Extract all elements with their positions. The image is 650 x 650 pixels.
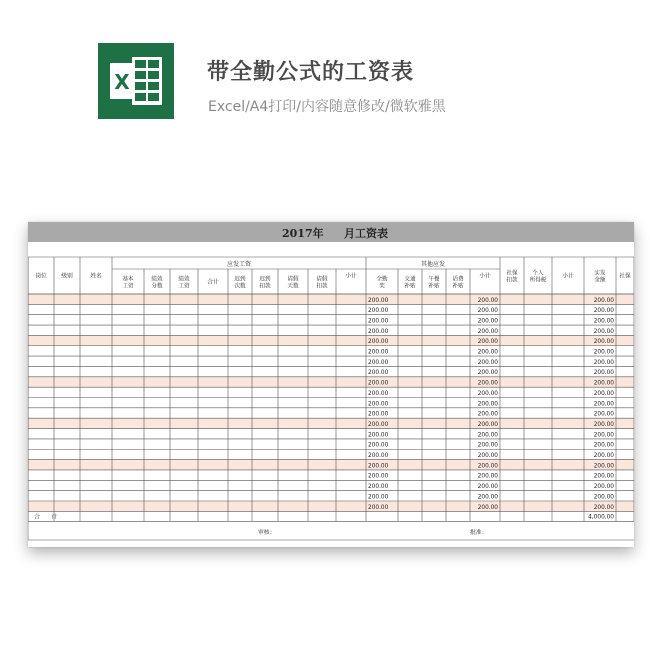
- cell-sub2: 200.00: [477, 359, 498, 366]
- cell-sub2: 200.00: [477, 297, 498, 304]
- row-stripe: [28, 377, 634, 387]
- column-header-level: 级别: [61, 273, 73, 280]
- cell-sub2: 200.00: [477, 473, 498, 480]
- column-header-sub2: 小计: [479, 273, 491, 280]
- column-header-late_deduct: 迟到: [259, 276, 271, 283]
- cell-net: 200.00: [593, 442, 614, 449]
- cell-sub2: 200.00: [477, 442, 498, 449]
- column-header-leave_deduct-line2: 扣款: [316, 283, 328, 290]
- row-stripe: [28, 294, 634, 304]
- cell-net: 200.00: [593, 463, 614, 470]
- column-header-post: 岗位: [35, 273, 47, 280]
- cell-attendance: 200.00: [368, 359, 389, 366]
- cell-sub2: 200.00: [477, 370, 498, 377]
- column-header-tax: 个人: [532, 270, 544, 277]
- cell-sub2: 200.00: [477, 421, 498, 428]
- salary-table: [28, 222, 634, 547]
- cell-sub2: 200.00: [477, 463, 498, 470]
- column-header-attendance-line2: 奖: [379, 283, 385, 290]
- cell-net: 200.00: [593, 453, 614, 459]
- salary-sheet: [28, 222, 634, 547]
- excel-logo-icon: [98, 43, 174, 119]
- column-header-phone-line2: 补贴: [452, 283, 464, 290]
- cell-sub2: 200.00: [477, 484, 498, 491]
- cell-net: 200.00: [593, 318, 614, 325]
- column-header-base-line2: 工资: [122, 283, 134, 290]
- column-header-social: 社保: [506, 270, 518, 277]
- cell-attendance: 200.00: [368, 453, 389, 459]
- cell-net: 200.00: [593, 370, 614, 377]
- column-header-leave_deduct: 请假: [316, 276, 328, 283]
- cell-attendance: 200.00: [368, 442, 389, 449]
- column-header-transport: 交通: [404, 276, 416, 283]
- cell-attendance: 200.00: [368, 421, 389, 428]
- cell-attendance: 200.00: [368, 494, 389, 501]
- cell-attendance: 200.00: [368, 308, 389, 315]
- column-header-net: 实发: [594, 270, 606, 277]
- column-header-perf_score-line2: 分数: [151, 283, 163, 290]
- column-header-social2: 社保: [619, 273, 631, 280]
- footer-review: 审核：: [258, 530, 276, 536]
- total-net: 4,000.00: [588, 514, 614, 521]
- cell-net: 200.00: [593, 328, 614, 335]
- cell-net: 200.00: [593, 401, 614, 408]
- cell-sub2: 200.00: [477, 411, 498, 418]
- cell-sub2: 200.00: [477, 401, 498, 408]
- cell-attendance: 200.00: [368, 328, 389, 335]
- cell-net: 200.00: [593, 473, 614, 480]
- page-subtitle: Excel/A4打印/内容随意修改/微软雅黑: [208, 99, 446, 115]
- page-title: 带全勤公式的工资表: [207, 60, 415, 85]
- footer-approve: 批准：: [470, 530, 488, 536]
- cell-net: 200.00: [593, 494, 614, 501]
- cell-attendance: 200.00: [368, 504, 389, 511]
- cell-sub2: 200.00: [477, 308, 498, 315]
- cell-attendance: 200.00: [368, 473, 389, 480]
- cell-sub2: 200.00: [477, 349, 498, 356]
- row-stripe: [28, 501, 634, 511]
- excel-logo-letter: X: [114, 70, 130, 94]
- cell-sub2: 200.00: [477, 339, 498, 346]
- cell-sub2: 200.00: [477, 494, 498, 501]
- cell-sub2: 200.00: [477, 380, 498, 387]
- cell-net: 200.00: [593, 432, 614, 439]
- cell-net: 200.00: [593, 390, 614, 397]
- cell-attendance: 200.00: [368, 370, 389, 377]
- cell-attendance: 200.00: [368, 411, 389, 418]
- cell-attendance: 200.00: [368, 390, 389, 397]
- cell-sub2: 200.00: [477, 328, 498, 335]
- cell-net: 200.00: [593, 308, 614, 315]
- column-header-sum1: 合计: [207, 279, 219, 286]
- group-header-other: 其他应发: [420, 261, 446, 268]
- column-header-meal: 午餐: [428, 276, 440, 283]
- cell-attendance: 200.00: [368, 349, 389, 356]
- column-header-late_deduct-line2: 扣款: [259, 283, 271, 290]
- cell-net: 200.00: [593, 504, 614, 511]
- column-header-late_count: 迟到: [234, 276, 246, 283]
- column-header-meal-line2: 补贴: [428, 283, 440, 290]
- cell-net: 200.00: [593, 380, 614, 387]
- column-header-sub3: 小计: [562, 273, 574, 280]
- cell-attendance: 200.00: [368, 318, 389, 325]
- cell-sub2: 200.00: [477, 390, 498, 397]
- column-header-phone: 话费: [452, 276, 464, 283]
- column-header-social-line2: 扣款: [506, 277, 518, 284]
- cell-attendance: 200.00: [368, 432, 389, 439]
- row-stripe: [28, 418, 634, 428]
- column-header-name: 姓名: [90, 273, 102, 280]
- column-header-perf_wage: 绩效: [178, 276, 190, 283]
- cell-net: 200.00: [593, 411, 614, 418]
- column-header-attendance: 全勤: [376, 276, 388, 283]
- cell-net: 200.00: [593, 297, 614, 304]
- column-header-tax-line2: 所得税: [529, 277, 547, 284]
- cell-sub2: 200.00: [477, 504, 498, 511]
- cell-net: 200.00: [593, 484, 614, 491]
- column-header-net-line2: 金额: [594, 277, 606, 284]
- column-header-base: 基本: [122, 276, 134, 283]
- column-header-leave_days: 请假: [287, 276, 299, 283]
- cell-sub2: 200.00: [477, 432, 498, 439]
- cell-attendance: 200.00: [368, 339, 389, 346]
- row-stripe: [28, 460, 634, 470]
- column-header-sub1: 小计: [345, 273, 357, 280]
- cell-net: 200.00: [593, 359, 614, 366]
- cell-attendance: 200.00: [368, 401, 389, 408]
- column-header-leave_days-line2: 天数: [287, 283, 299, 290]
- column-header-perf_score: 绩效: [151, 276, 163, 283]
- column-header-late_count-line2: 次数: [234, 283, 246, 290]
- column-header-transport-line2: 补贴: [404, 283, 416, 290]
- group-header-payable: 应发工资: [226, 261, 252, 268]
- cell-sub2: 200.00: [477, 453, 498, 459]
- column-header-perf_wage-line2: 工资: [178, 283, 190, 290]
- cell-net: 200.00: [593, 339, 614, 346]
- cell-attendance: 200.00: [368, 380, 389, 387]
- cell-sub2: 200.00: [477, 318, 498, 325]
- cell-attendance: 200.00: [368, 297, 389, 304]
- cell-net: 200.00: [593, 421, 614, 428]
- sheet-title: 月工资表: [344, 227, 388, 240]
- row-stripe: [28, 335, 634, 345]
- sheet-year: 2017年: [282, 227, 324, 240]
- cell-net: 200.00: [593, 349, 614, 356]
- cell-attendance: 200.00: [368, 484, 389, 491]
- total-label: 合 计: [34, 514, 58, 521]
- cell-attendance: 200.00: [368, 463, 389, 470]
